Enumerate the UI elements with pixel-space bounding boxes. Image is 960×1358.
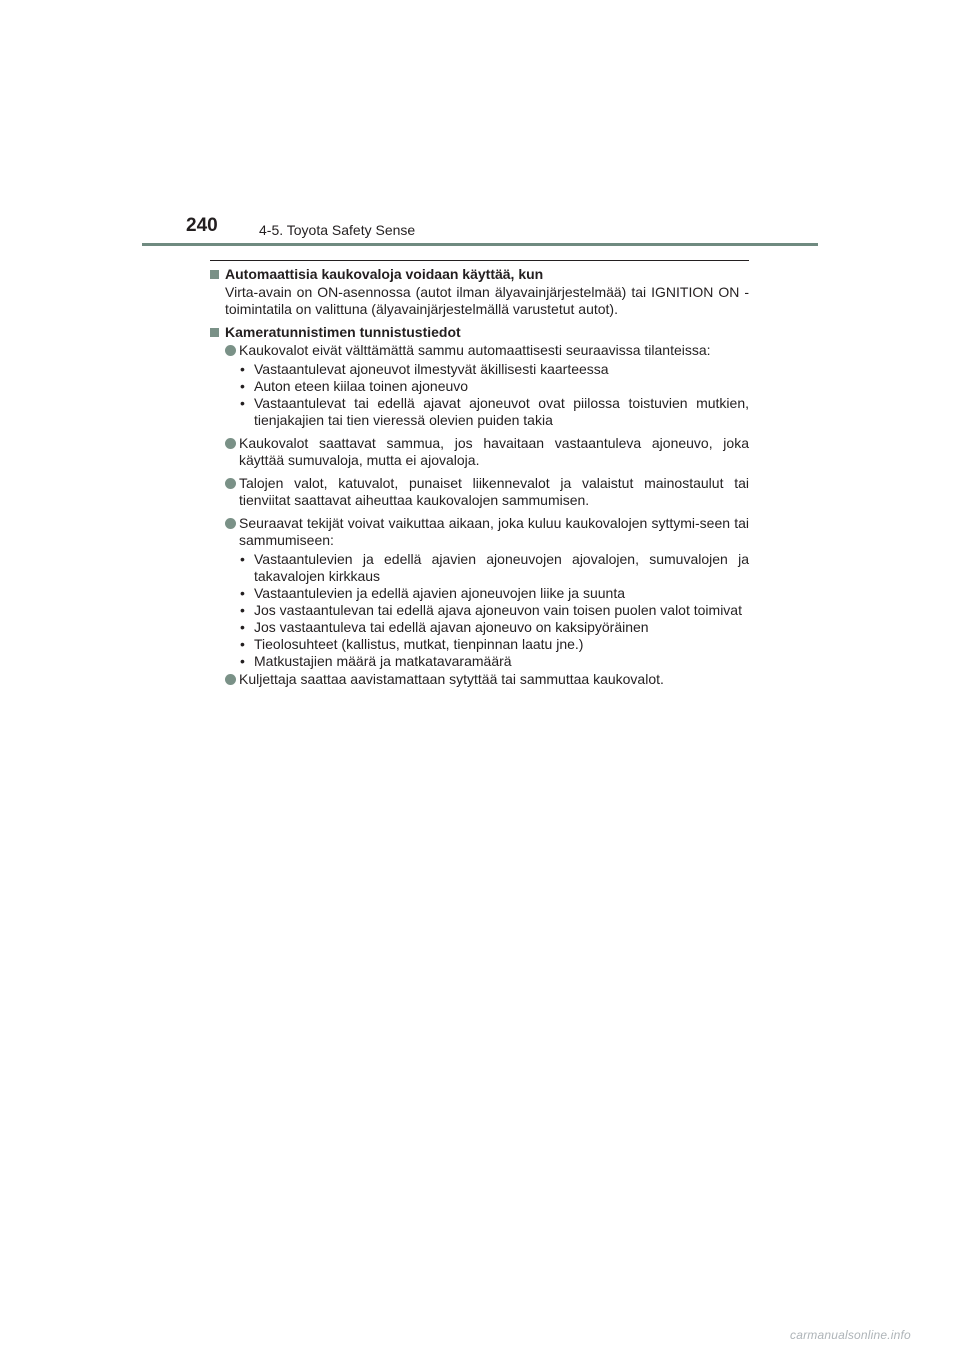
sublist-item-text: Jos vastaantulevan tai edellä ajava ajoneuvon vain toisen puolen valot toimivat bbox=[254, 602, 742, 618]
header-rule bbox=[142, 243, 818, 246]
section-heading-usage bbox=[210, 266, 749, 283]
list-item-text: Talojen valot, katuvalot, punaiset liikennevalot ja valaistut mainostaulut tai tienviitat saattavat aiheuttaa kaukovalojen sammumisen. bbox=[239, 475, 749, 508]
watermark-logo[interactable]: carmanualsonline.info bbox=[790, 1328, 911, 1342]
sublist-item: • Vastaantulevien ja edellä ajavien ajoneuvojen liike ja suunta bbox=[240, 585, 625, 601]
sublist-item: • Tieolosuhteet (kallistus, mutkat, tienpinnan laatu jne.) bbox=[240, 636, 584, 652]
sublist-item: • Jos vastaantuleva tai edellä ajavan ajoneuvo on kaksipyöräinen bbox=[240, 619, 649, 635]
sublist-item-text: Vastaantulevien ja edellä ajavien ajoneuvojen ajovalojen, sumuvalojen ja takavalojen kirkkaus bbox=[254, 551, 749, 584]
content-divider bbox=[210, 260, 749, 261]
sublist-item: • Jos vastaantulevan tai edellä ajava ajoneuvon vain toisen puolen valot toimivat bbox=[240, 602, 742, 618]
sublist-item: • Vastaantulevat tai edellä ajavat ajoneuvot ovat piilossa toistuvien mutkien, tienjakajien tai tien vieressä olevien puiden takia bbox=[240, 395, 749, 428]
circle-bullet-icon bbox=[225, 674, 236, 685]
list-item-text: Kaukovalot eivät välttämättä sammu automaattisesti seuraavissa tilanteissa: bbox=[239, 342, 711, 358]
section-title: 4-5. Toyota Safety Sense bbox=[259, 222, 416, 238]
circle-bullet-icon bbox=[225, 438, 236, 449]
square-bullet-icon bbox=[210, 270, 219, 279]
sublist-item: • Auton eteen kiilaa toinen ajoneuvo bbox=[240, 378, 469, 394]
sublist-item-text: Vastaantulevat tai edellä ajavat ajoneuvot ovat piilossa toistuvien mutkien, tienjakajien tai tien vieressä olevien puiden takia bbox=[254, 395, 749, 428]
sublist-item-text: Auton eteen kiilaa toinen ajoneuvo bbox=[254, 378, 469, 394]
sublist-item: • Vastaantulevien ja edellä ajavien ajoneuvojen ajovalojen, sumuvalojen ja takavalojen kirkkaus bbox=[240, 551, 749, 584]
page-header bbox=[0, 0, 960, 250]
list-item-text: Kaukovalot saattavat sammua, jos havaitaan vastaantuleva ajoneuvo, joka käyttää sumuvaloja, mutta ei ajovaloja. bbox=[239, 435, 749, 468]
page-number: 240 bbox=[186, 215, 218, 236]
sublist-item-text: Vastaantulevat ajoneuvot ilmestyvät äkillisesti kaarteessa bbox=[254, 361, 609, 377]
circle-bullet-icon bbox=[225, 345, 236, 356]
list-item bbox=[210, 435, 749, 469]
usage-paragraph: Virta-avain on ON-asennossa (autot ilman älyavainjärjestelmää) tai IGNITION ON -toimintatila on valittuna (älyavainjärjestelmällä varustetut autot). bbox=[225, 284, 749, 317]
main-content bbox=[210, 266, 749, 694]
sublist-item: • Vastaantulevat ajoneuvot ilmestyvät äkillisesti kaarteessa bbox=[240, 361, 609, 377]
circle-bullet-icon bbox=[225, 518, 236, 529]
section-heading-text: Automaattisia kaukovaloja voidaan käyttää, kun bbox=[225, 266, 544, 282]
sublist bbox=[210, 551, 749, 670]
circle-bullet-icon bbox=[225, 478, 236, 489]
list-item bbox=[210, 671, 749, 688]
list-item bbox=[210, 342, 749, 359]
sublist-item-text: Matkustajien määrä ja matkatavaramäärä bbox=[254, 653, 512, 669]
sublist-item: • Matkustajien määrä ja matkatavaramäärä bbox=[240, 653, 512, 669]
list-item-text: Kuljettaja saattaa aavistamattaan sytyttää tai sammuttaa kaukovalot. bbox=[239, 671, 664, 687]
sublist-item-text: Jos vastaantuleva tai edellä ajavan ajoneuvo on kaksipyöräinen bbox=[254, 619, 649, 635]
square-bullet-icon bbox=[210, 328, 219, 337]
list-item bbox=[210, 475, 749, 509]
sublist-item-text: Tieolosuhteet (kallistus, mutkat, tienpinnan laatu jne.) bbox=[254, 636, 584, 652]
list-item-text: Seuraavat tekijät voivat vaikuttaa aikaan, joka kuluu kaukovalojen syttymi-seen tai sammumiseen: bbox=[239, 515, 749, 548]
section-heading-camera bbox=[210, 324, 749, 341]
section-heading-text: Kameratunnistimen tunnistustiedot bbox=[225, 324, 461, 340]
list-item bbox=[210, 515, 749, 549]
sublist bbox=[210, 361, 749, 429]
sublist-item-text: Vastaantulevien ja edellä ajavien ajoneuvojen liike ja suunta bbox=[254, 585, 625, 601]
